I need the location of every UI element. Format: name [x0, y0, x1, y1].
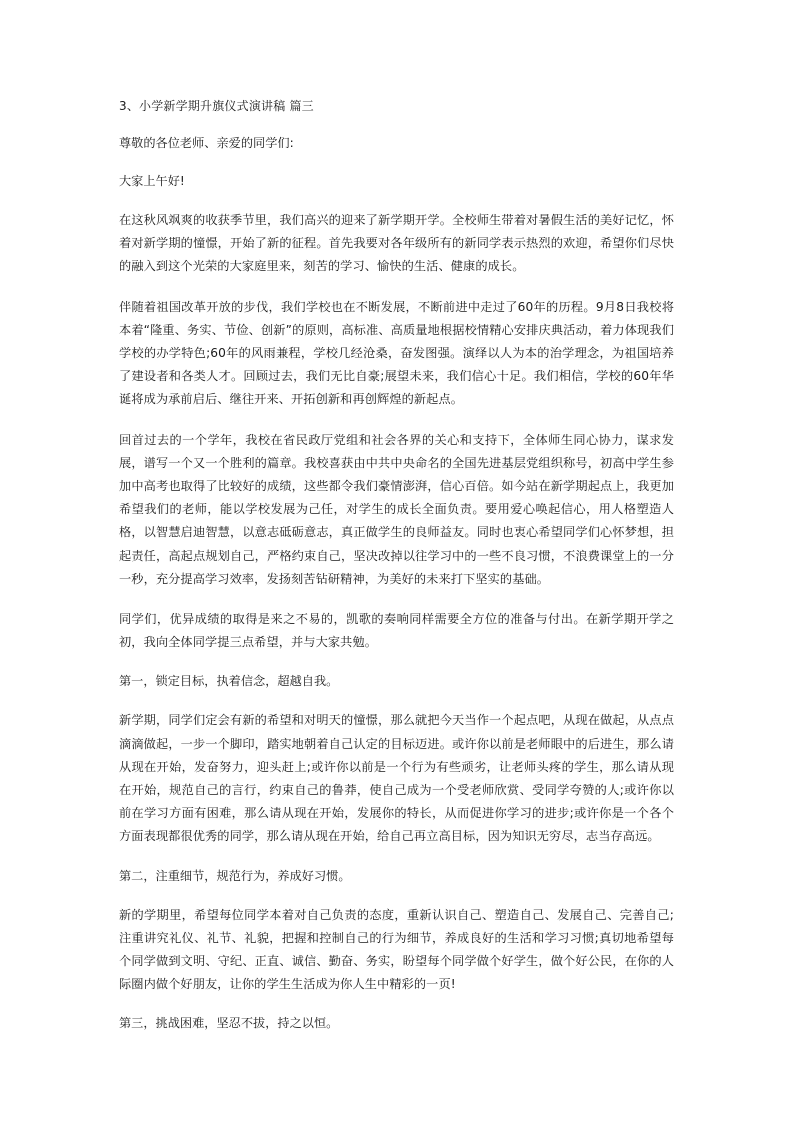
- document-title: 3、小学新学期升旗仪式演讲稿 篇三: [119, 99, 314, 113]
- point-2-body: 新的学期里，希望每位同学本着对自己负责的态度，重新认识自己、塑造自己、发展自己、完善自己;注重讲究礼仪、礼节、礼貌，把握和控制自己的行为细节，养成良好的生活和学习习惯;真切地希望每个同学做到文明、守纪、正直、诚信、勤奋、务实，盼望每个同学做个好学生，做个好公民，在你的人际圈内做个好朋友，让你的学生生活成为你人生中精彩的一页!: [119, 907, 674, 992]
- document-body: [119, 96, 674, 1051]
- paragraph-3: 回首过去的一个学年，我校在省民政厅党组和社会各界的关心和支持下，全体师生同心协力，谋求发展，谱写一个又一个胜利的篇章。我校喜获由中共中央命名的全国先进基层党组织称号，初高中学生参加中高考也取得了比较好的成绩，这些都令我们豪情澎湃，信心百倍。如今站在新学期起点上，我更加希望我们的老师，能以学校发展为己任，对学生的成长全面负责。要用爱心唤起信心，用人格塑造人格，以智慧启迪智慧，以意志砥砺意志，真正做学生的良师益友。同时也衷心希望同学们心怀梦想，担起责任，高起点规划自己，严格约束自己，坚决改掉以往学习中的一些不良习惯，不浪费课堂上的一分一秒，充分提高学习效率，发扬刻苦钻研精神，为美好的未来打下坚实的基础。: [119, 432, 674, 586]
- paragraph-4: 同学们，优异成绩的取得是来之不易的，凯歌的奏响同样需要全方位的准备与付出。在新学期开学之初，我向全体同学提三点希望，并与大家共勉。: [119, 612, 674, 650]
- paragraph-1: 在这秋风飒爽的收获季节里，我们高兴的迎来了新学期开学。全校师生带着对暑假生活的美好记忆，怀着对新学期的憧憬，开始了新的征程。首先我要对各年级所有的新同学表示热烈的欢迎，希望你们尽快的融入到这个光荣的大家庭里来，刻苦的学习、愉快的生活、健康的成长。: [119, 213, 674, 274]
- salutation: 尊敬的各位老师、亲爱的同学们:: [119, 136, 294, 150]
- point-1-body: 新学期，同学们定会有新的希望和对明天的憧憬，那么就把今天当作一个起点吧，从现在做起，从点点滴滴做起，一步一个脚印，踏实地朝着自己认定的目标迈进。或许你以前是老师眼中的后进生，那么请从现在开始，发奋努力，迎头赶上;或许你以前是一个行为有些顽劣，让老师头疼的学生，那么请从现在开始，规范自己的言行，约束自己的鲁莽，使自己成为一个受老师欣赏、受同学夸赞的人;或许你以前在学习方面有困难，那么请从现在开始，发展你的特长，从而促进你学习的进步;或许你是一个各个方面表现都很优秀的同学，那么请从现在开始，给自己再立高目标，因为知识无穷尽，志当存高远。: [119, 713, 674, 844]
- point-3-heading: 第三，挑战困难，坚忍不拔，持之以恒。: [119, 1016, 339, 1031]
- paragraph-2: 伴随着祖国改革开放的步伐，我们学校也在不断发展，不断前进中走过了60年的历程。9月8日我校将本着“隆重、务实、节俭、创新”的原则，高标准、高质量地根据校情精心安排庆典活动，着力体现我们学校的办学特色;60年的风雨兼程，学校几经沧桑，奋发图强。演绎以人为本的治学理念，为祖国培养了建设者和各类人才。回顾过去，我们无比自豪;展望未来，我们信心十足。我们相信，学校的60年华诞将成为承前启后、继往开来、开拓创新和再创辉煌的新起点。: [119, 299, 674, 407]
- greeting: 大家上午好!: [119, 174, 185, 188]
- point-2-heading: 第二，注重细节，规范行为，养成好习惯。: [119, 868, 351, 883]
- point-1-heading: 第一，锁定目标，执着信念，超越自我。: [119, 674, 339, 689]
